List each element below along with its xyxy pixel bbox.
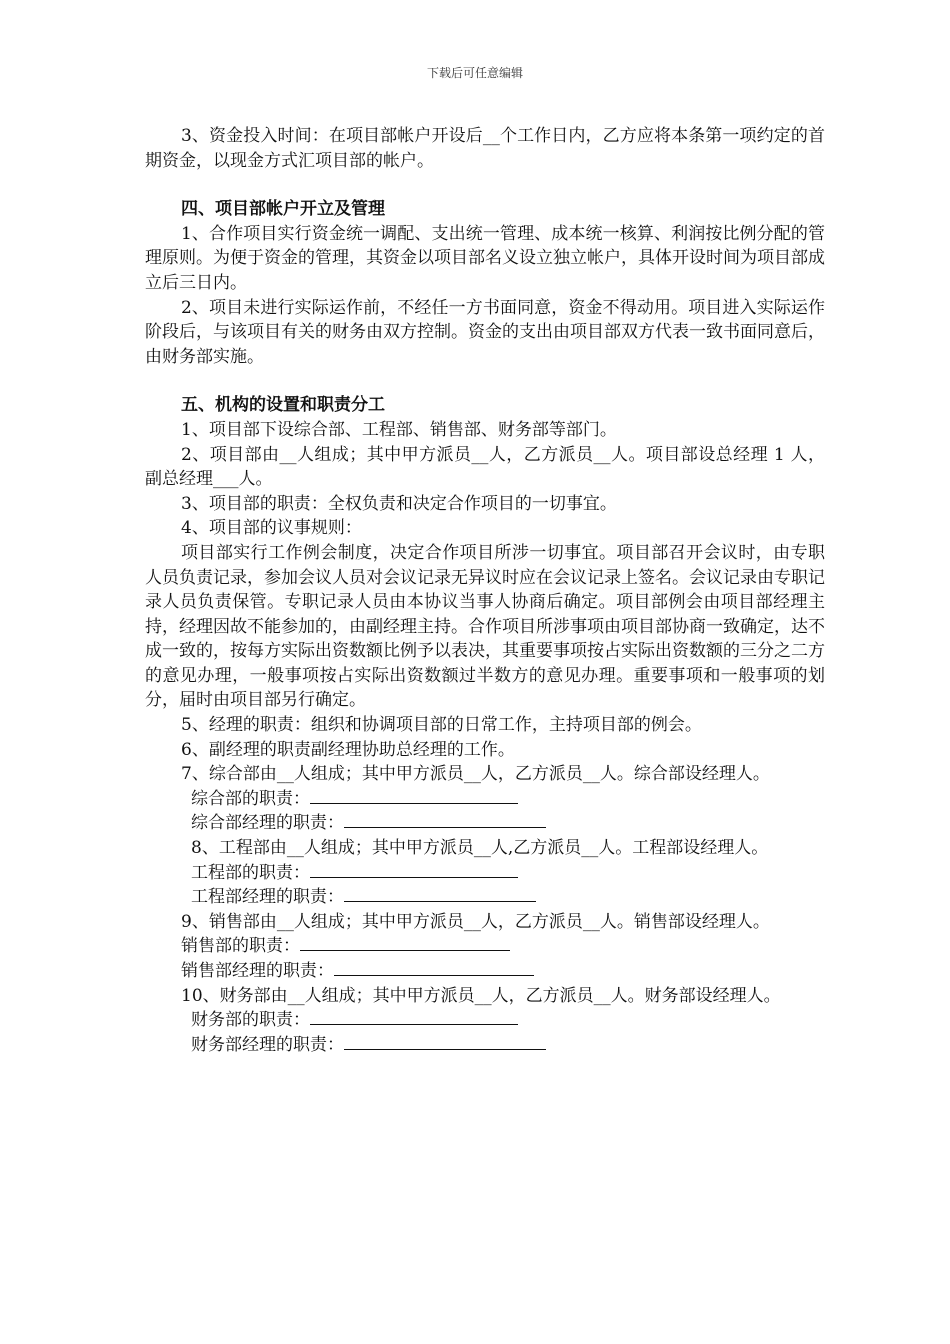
clause-org-9: 9、销售部由__人组成；其中甲方派员__人，乙方派员__人。销售部设经理人。 [181,911,770,932]
fill-label: 综合部的职责： [191,788,310,809]
fill-blank[interactable] [300,934,510,951]
clause-funding-time: 3、资金投入时间：在项目部帐户开设后__个工作日内，乙方应将本条第一项约定的首期资金，以现金方式汇项目部的帐户。 [145,126,825,171]
clause-account-2: 2、项目未进行实际运作前，不经任一方书面同意，资金不得动用。项目进入实际运作阶段后，与该项目有关的财务由双方控制。资金的支出由项目部双方代表一致书面同意后，由财务部实施。 [145,297,825,367]
clause-account-1: 1、合作项目实行资金统一调配、支出统一管理、成本统一核算、利润按比例分配的管理原则。为便于资金的管理，其资金以项目部名义设立独立帐户，具体开设时间为项目部成立后三日内。 [145,223,825,293]
document-body [145,124,825,1057]
clause-org-4-body: 项目部实行工作例会制度，决定合作项目所涉一切事宜。项目部召开会议时，由专职人员负责记录，参加会议人员对会议记录无异议时应在会议记录上签名。会议记录由专职记录人员负责保管。专职记录人员由本协议当事人协商后确定。项目部例会由项目部经理主持，经理因故不能参加的，由副经理主持。合作项目所涉事项由项目部协商一致确定，达不成一致的，按每方实际出资数额比例予以表决，其重要事项按占实际出资数额的三分之二方的意见办理，一般事项按占实际出资数额过半数方的意见办理。重要事项和一般事项的划分，届时由项目部另行确定。 [145,542,825,711]
section-heading-account: 四、项目部帐户开立及管理 [181,199,385,220]
fill-row [145,861,825,886]
clause-org-2: 2、项目部由__人组成；其中甲方派员__人，乙方派员__人。项目部设总经理 1 人，副总经理___人。 [145,444,825,490]
clause-org-8: 8、工程部由__人组成；其中甲方派员__人,乙方派员__人。工程部设经理人。 [191,838,769,859]
fill-row [145,885,825,910]
fill-label: 财务部经理的职责： [191,1034,344,1055]
fill-row [145,787,825,812]
fill-label: 工程部的职责： [191,862,310,883]
clause-org-5: 5、经理的职责：组织和协调项目部的日常工作，主持项目部的例会。 [181,715,702,736]
fill-label: 财务部的职责： [191,1010,310,1031]
fill-row [145,959,825,984]
fill-row [145,1033,825,1058]
fill-label: 工程部经理的职责： [191,887,344,908]
fill-blank[interactable] [310,1008,518,1025]
fill-label: 销售部经理的职责： [181,961,334,981]
fill-blank[interactable] [334,959,534,976]
spacer [145,173,825,197]
clause-org-10: 10、财务部由__人组成；其中甲方派员__人，乙方派员__人。财务部设经理人。 [181,985,781,1006]
fill-row [145,1008,825,1033]
fill-label: 综合部经理的职责： [191,813,344,834]
fill-blank[interactable] [310,861,518,878]
page-header: 下载后可任意编辑 [426,66,523,80]
fill-label: 销售部的职责： [181,936,300,957]
clause-org-3: 3、项目部的职责：全权负责和决定合作项目的一切事宜。 [181,493,617,514]
fill-row [145,811,825,836]
fill-blank[interactable] [344,811,546,828]
clause-org-6: 6、副经理的职责副经理协助总经理的工作。 [181,739,515,760]
clause-org-1: 1、项目部下设综合部、工程部、销售部、财务部等部门。 [181,419,617,440]
spacer [145,369,825,393]
fill-blank[interactable] [344,885,536,902]
section-heading-organization: 五、机构的设置和职责分工 [181,395,385,416]
fill-row [145,934,825,959]
clause-org-7: 7、综合部由__人组成；其中甲方派员__人，乙方派员__人。综合部设经理人。 [181,764,770,785]
fill-blank[interactable] [344,1033,546,1050]
clause-org-4: 4、项目部的议事规则： [181,518,362,539]
fill-blank[interactable] [310,787,518,804]
